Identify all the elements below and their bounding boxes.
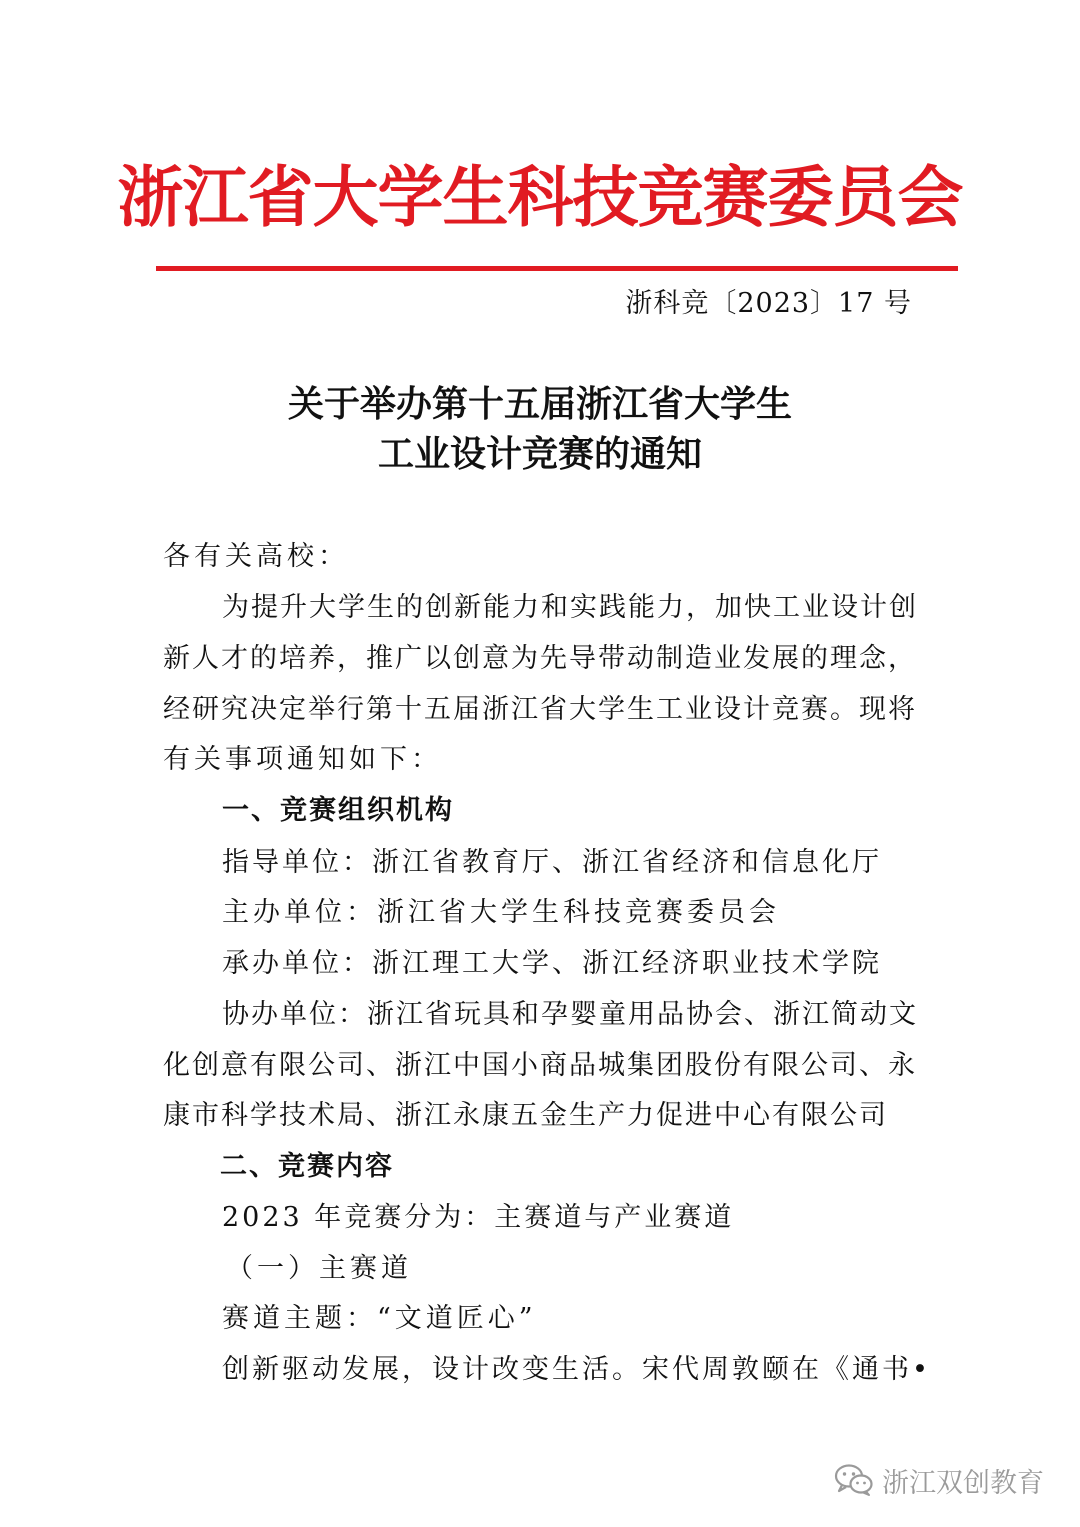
track-theme: 赛道主题：“文道匠心” [222,1303,537,1334]
co-organizer-line-1: 协办单位：浙江省玩具和孕婴童用品协会、浙江简动文 [222,999,918,1030]
guide-unit: 指导单位：浙江省教育厅、浙江省经济和信息化厅 [222,847,882,878]
co-organizer-line-2: 化创意有限公司、浙江中国小商品城集团股份有限公司、永 [163,1050,915,1081]
watermark [834,1460,1044,1500]
red-divider [156,266,958,271]
wechat-icon [834,1463,874,1497]
track-text: 创新驱动发展，设计改变生活。宋代周敦颐在《通书• [222,1354,931,1385]
main-track-heading: （一）主赛道 [226,1253,412,1284]
section1-heading: 一、竞赛组织机构 [222,795,454,826]
intro-line-3: 经研究决定举行第十五届浙江省大学生工业设计竞赛。现将 [163,694,915,725]
document-title-line1: 关于举办第十五届浙江省大学生 [287,384,792,425]
section2-heading: 二、竞赛内容 [220,1151,394,1182]
intro-line-2: 新人才的培养，推广以创意为先导带动制造业发展的理念， [163,643,915,674]
document-title-line2: 工业设计竞赛的通知 [377,434,702,475]
issuer-header: 浙江省大学生科技竞赛委员会 [117,159,963,236]
tracks-text: 2023 年竞赛分为：主赛道与产业赛道 [222,1202,735,1233]
intro-line-1: 为提升大学生的创新能力和实践能力，加快工业设计创 [222,592,918,623]
co-organizer-line-3: 康市科学技术局、浙江永康五金生产力促进中心有限公司 [163,1100,888,1131]
host-unit: 主办单位：浙江省大学生科技竞赛委员会 [222,897,780,928]
document-number: 浙科竞〔2023〕17 号 [625,288,912,319]
salutation: 各有关高校： [163,541,349,572]
watermark-text: 浙江双创教育 [882,1467,1044,1499]
intro-line-4: 有关事项通知如下： [163,744,442,775]
organizer-unit: 承办单位：浙江理工大学、浙江经济职业技术学院 [222,948,882,979]
